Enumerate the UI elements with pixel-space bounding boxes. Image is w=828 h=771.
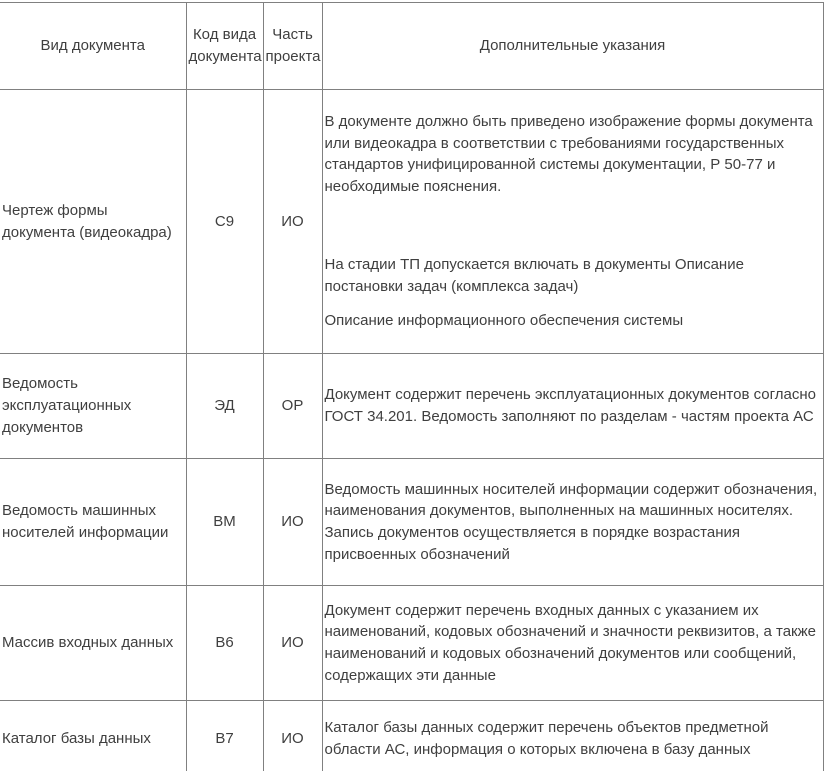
notes-cell (322, 586, 823, 701)
project-part-cell: ИО (263, 586, 322, 701)
project-part-cell: ОР (263, 354, 322, 459)
header-project-part: Часть проекта (263, 3, 322, 90)
note-paragraph: Документ содержит перечень входных данных с указанием их наименований, кодовых обозначений и значности реквизитов, а также наименований и кодовых обозначений документов или сообщений, содержащих эти данные (324, 601, 816, 684)
header-doc-code: Код вида документа (186, 3, 263, 90)
note-paragraph: В документе должно быть приведено изображение формы документа или видеокадра в соответствии с требованиями государственных стандартов унифицированной системы документации, Р 50-77 и необходимые пояснения. (324, 113, 813, 196)
table-row (0, 701, 823, 771)
project-part-cell: ИО (263, 90, 322, 354)
notes-cell (322, 354, 823, 459)
table-header-row (0, 3, 823, 90)
note-paragraph: Документ содержит перечень эксплуатационных документов согласно ГОСТ 34.201. Ведомость заполняют по разделам - частям проекта АС (324, 386, 816, 425)
doc-code-cell: В6 (186, 586, 263, 701)
project-part-cell: ИО (263, 701, 322, 771)
doc-code-cell: С9 (186, 90, 263, 354)
header-notes: Дополнительные указания (322, 3, 823, 90)
note-paragraph: Ведомость машинных носителей информации содержит обозначения, наименования документов, выполненных на машинных носителях. Запись документов осуществляется в порядке возрастания присвоенных обозначений (324, 480, 818, 563)
notes-cell (322, 90, 823, 354)
table-row (0, 90, 823, 354)
notes-cell (322, 459, 823, 586)
project-part-cell: ИО (263, 459, 322, 586)
doc-code-cell: В7 (186, 701, 263, 771)
table-row (0, 354, 823, 459)
doc-code-cell: ВМ (186, 459, 263, 586)
table-row (0, 586, 823, 701)
note-paragraph: На стадии ТП допускается включать в документы Описание постановки задач (комплекса задач) (324, 255, 744, 295)
doc-code-cell: ЭД (186, 354, 263, 459)
doc-type-cell: Массив входных данных (0, 586, 186, 701)
table-row (0, 459, 823, 586)
note-paragraph: Описание информационного обеспечения системы (324, 312, 684, 330)
doc-type-cell: Чертеж формы документа (видеокадра) (0, 90, 186, 354)
doc-type-cell: Ведомость машинных носителей информации (0, 459, 186, 586)
notes-cell (322, 701, 823, 771)
document-types-table (0, 2, 824, 771)
note-paragraph: Каталог базы данных содержит перечень объектов предметной области АС, информация о которых включена в базу данных (324, 719, 769, 758)
doc-type-cell: Каталог базы данных (0, 701, 186, 771)
header-doc-type: Вид документа (0, 3, 186, 90)
doc-type-cell: Ведомость эксплуатационных документов (0, 354, 186, 459)
